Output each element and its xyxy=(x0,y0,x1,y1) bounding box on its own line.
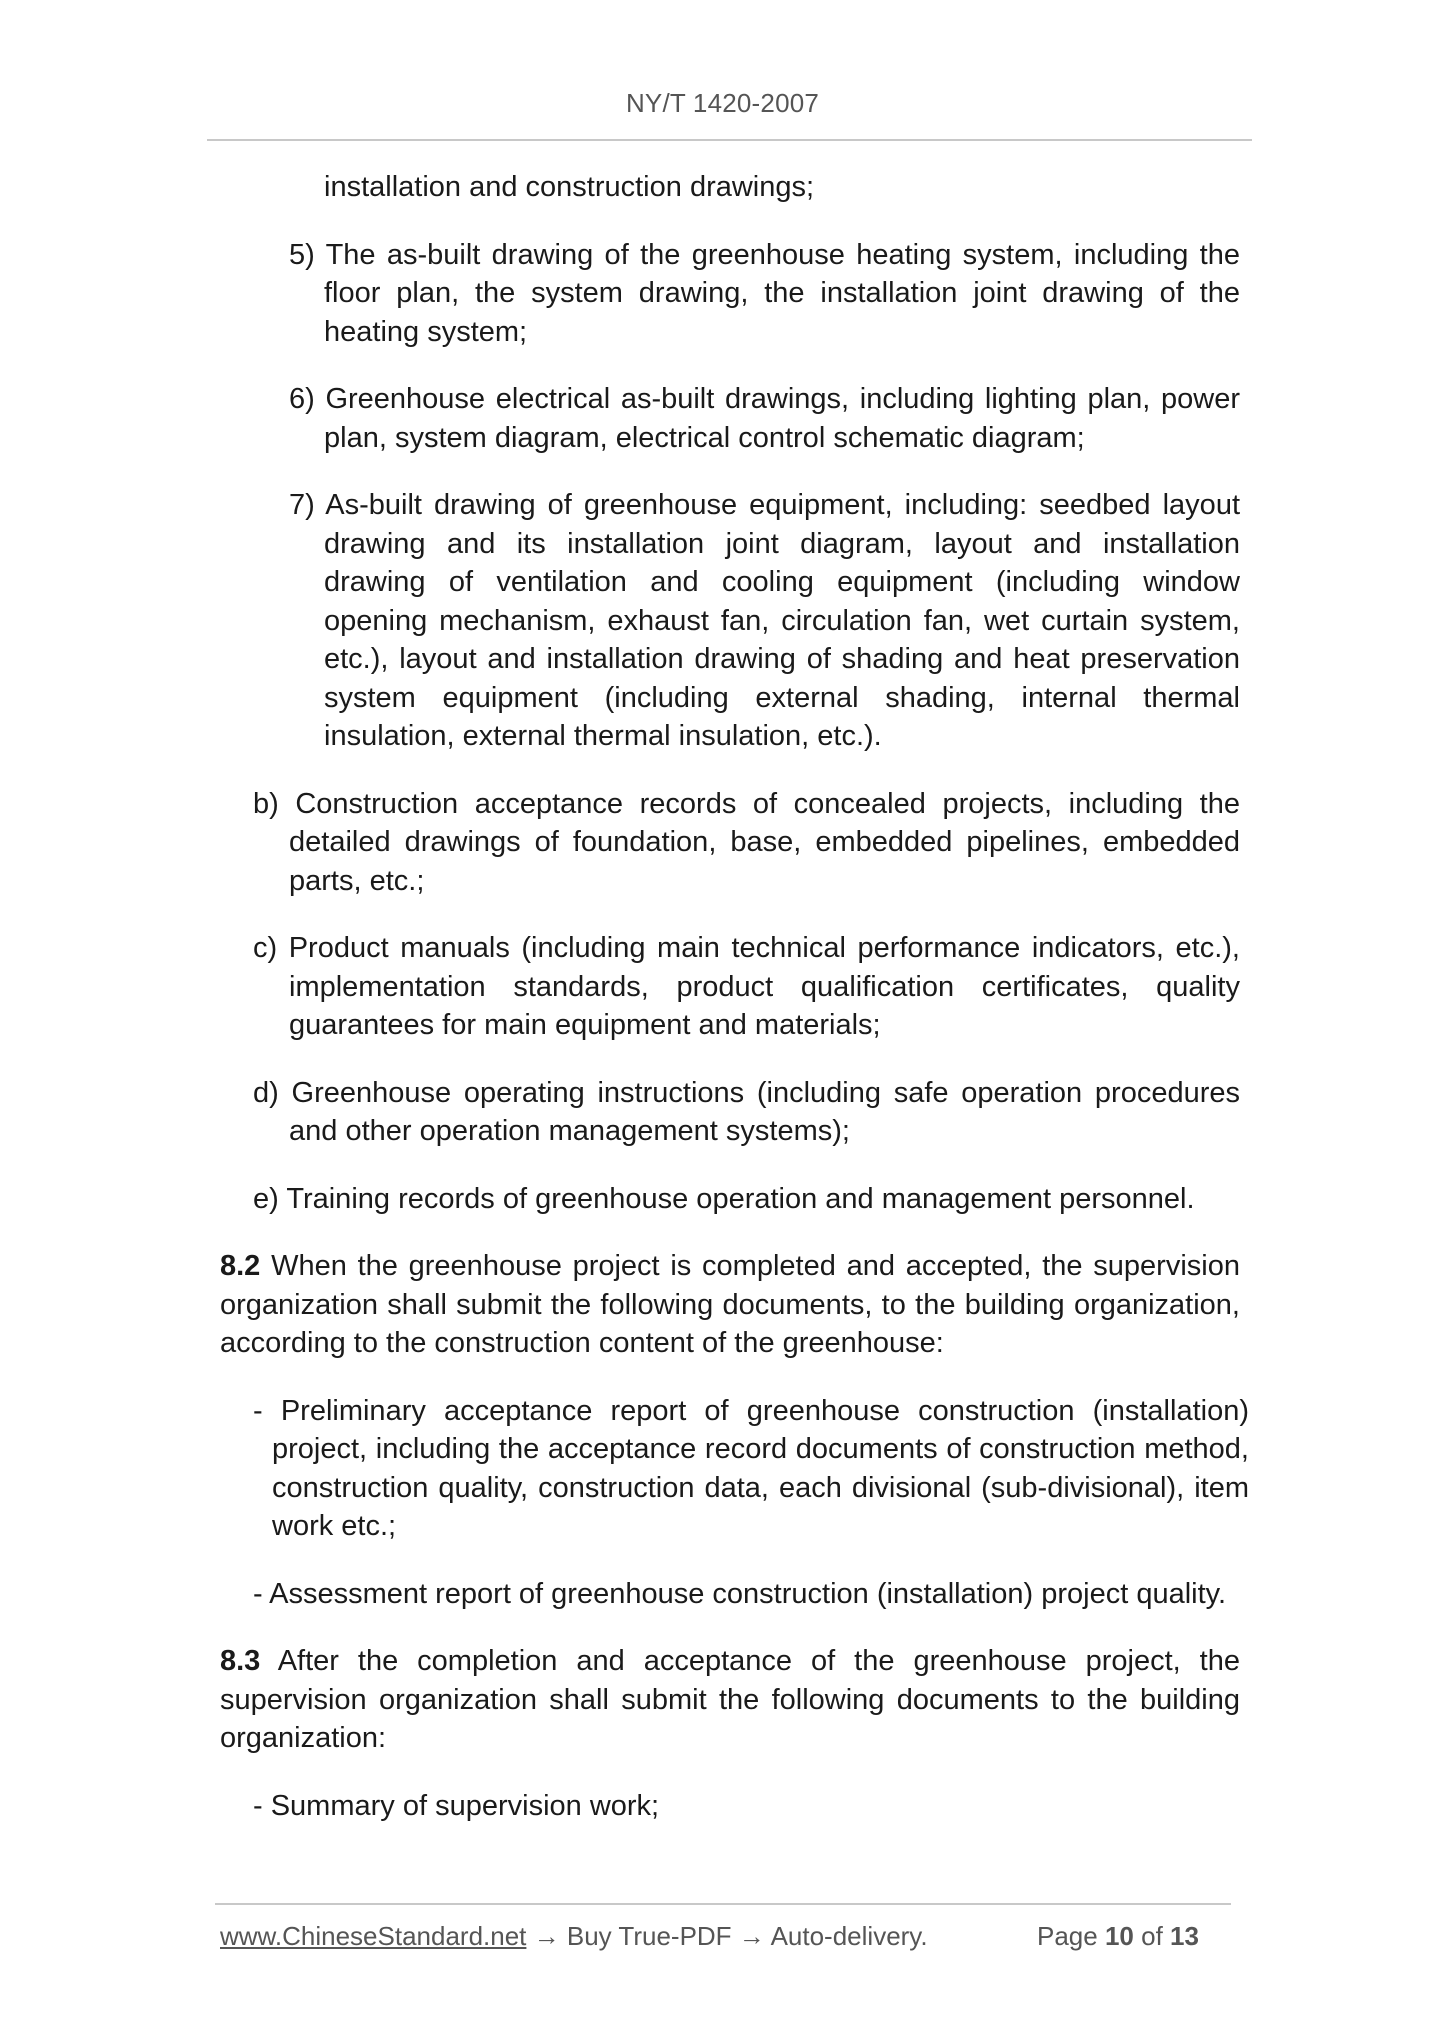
list-item-6: 6) Greenhouse electrical as-built drawings, including lighting plan, power plan, system diagram, electrical control schematic diagram; xyxy=(289,383,1240,454)
list-item-7: 7) As-built drawing of greenhouse equipment, including: seedbed layout drawing and its installation joint diagram, layout and installation drawing of ventilation and cooling equipment (including window opening mechanism, exhaust fan, circulation fan, wet curtain system, etc.), layout and installation drawing of shading and heat preservation system equipment (including external shading, internal thermal insulation, external thermal insulation, etc.). xyxy=(289,489,1240,752)
footer-divider xyxy=(215,1903,1231,1905)
page-current: 10 xyxy=(1104,1921,1134,1951)
list-item-d: d) Greenhouse operating instructions (including safe operation procedures and other operation management systems); xyxy=(253,1076,1240,1147)
page-total: 13 xyxy=(1170,1921,1199,1951)
list-item-c: c) Product manuals (including main technical performance indicators, etc.), implementation standards, product qualification certificates, quality guarantees for main equipment and materials; xyxy=(253,932,1240,1041)
list-item-5: 5) The as-built drawing of the greenhouse heating system, including the floor plan, the system drawing, the installation joint drawing of the heating system; xyxy=(289,238,1240,348)
dash-item-preliminary-report: - Preliminary acceptance report of greenhouse construction (installation) project, including the acceptance record documents of construction method, construction quality, construction data, each divisional (sub-divisional), item work etc.; xyxy=(253,1394,1249,1542)
header-divider xyxy=(207,139,1252,141)
document-code-header: NY/T 1420-2007 xyxy=(625,88,820,118)
footer-promo-text: → Buy True-PDF → Auto-delivery. xyxy=(526,1921,928,1951)
page-indicator xyxy=(1037,1921,1199,1952)
clause-8-2 xyxy=(220,1247,1240,1363)
clause-8-3 xyxy=(220,1642,1240,1758)
list-item-b: b) Construction acceptance records of concealed projects, including the detailed drawings of foundation, base, embedded pipelines, embedded parts, etc.; xyxy=(253,787,1240,897)
clause-8-2-number: 8.2 xyxy=(220,1250,261,1282)
page-label: Page xyxy=(1037,1921,1098,1951)
list-item-e: e) Training records of greenhouse operation and management personnel. xyxy=(253,1182,1195,1215)
footer-promo xyxy=(220,1921,928,1952)
dash-item-assessment-report: - Assessment report of greenhouse construction (installation) project quality. xyxy=(253,1577,1227,1610)
list-item-4-continuation: installation and construction drawings; xyxy=(324,171,815,203)
page-of-label: of xyxy=(1141,1921,1163,1951)
dash-item-supervision-summary: - Summary of supervision work; xyxy=(253,1789,660,1822)
document-body xyxy=(0,168,1445,1854)
chinesestandard-link[interactable]: www.ChineseStandard.net xyxy=(220,1921,527,1951)
clause-8-3-number: 8.3 xyxy=(220,1645,261,1677)
clause-8-2-text: When the greenhouse project is completed and accepted, the supervision organization shall submit the following documents, to the building organization, according to the construction content of the greenhouse: xyxy=(220,1250,1240,1359)
clause-8-3-text: After the completion and acceptance of the greenhouse project, the supervision organization shall submit the following documents to the building organization: xyxy=(220,1645,1240,1754)
